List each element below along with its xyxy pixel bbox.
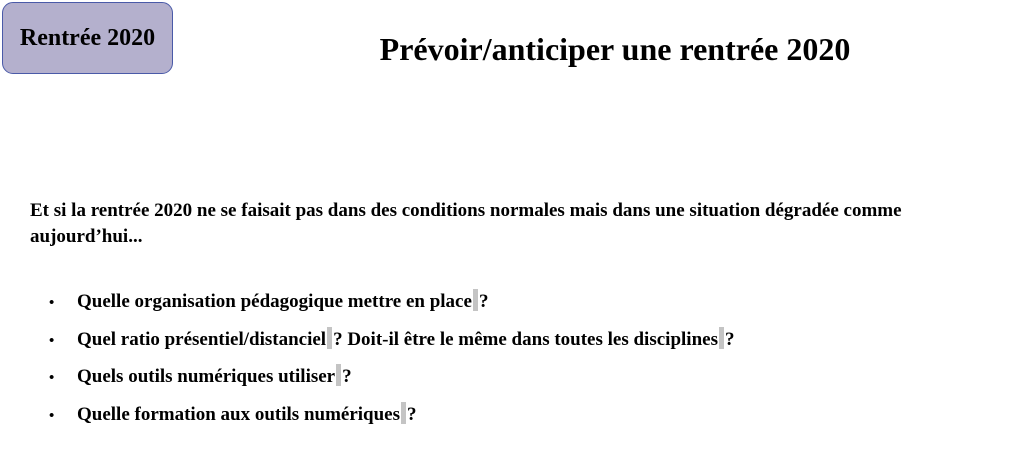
bullet-icon: • — [49, 370, 55, 387]
cursor-mark — [473, 289, 478, 311]
questions-list — [49, 289, 1009, 439]
question-segment: ? — [342, 366, 352, 388]
bullet-icon: • — [49, 407, 55, 424]
question-segment: ? — [478, 291, 489, 312]
question-segment: ? — [724, 328, 735, 350]
cursor-mark — [327, 327, 332, 349]
cursor-mark — [401, 402, 406, 424]
question-text — [77, 402, 417, 426]
bullet-icon: • — [49, 295, 55, 311]
list-item — [49, 364, 1009, 402]
question-segment: Quels outils numériques utiliser — [77, 366, 336, 388]
bullet-icon: • — [49, 332, 55, 349]
rentree-badge — [2, 2, 173, 74]
question-segment: Quelle organisation pédagogique mettre en place — [77, 291, 472, 312]
question-segment: ? Doit-il être le même dans toutes les disciplines — [333, 328, 718, 350]
question-text — [77, 364, 352, 388]
intro-paragraph: Et si la rentrée 2020 ne se faisait pas dans des conditions normales mais dans une situation dégradée comme aujourd’hui... — [30, 200, 902, 247]
page-title: Prévoir/anticiper une rentrée 2020 — [379, 31, 851, 67]
badge-label: Rentrée 2020 — [19, 24, 156, 51]
list-item — [49, 327, 1009, 365]
list-item — [49, 289, 1009, 327]
question-text — [77, 327, 734, 351]
question-segment: ? — [407, 403, 417, 425]
list-item — [49, 402, 1009, 440]
question-segment: Quelle formation aux outils numériques — [77, 403, 401, 425]
question-segment: Quel ratio présentiel/distanciel — [77, 328, 327, 350]
cursor-mark — [719, 327, 724, 349]
question-text — [77, 289, 488, 313]
cursor-mark — [336, 364, 341, 386]
